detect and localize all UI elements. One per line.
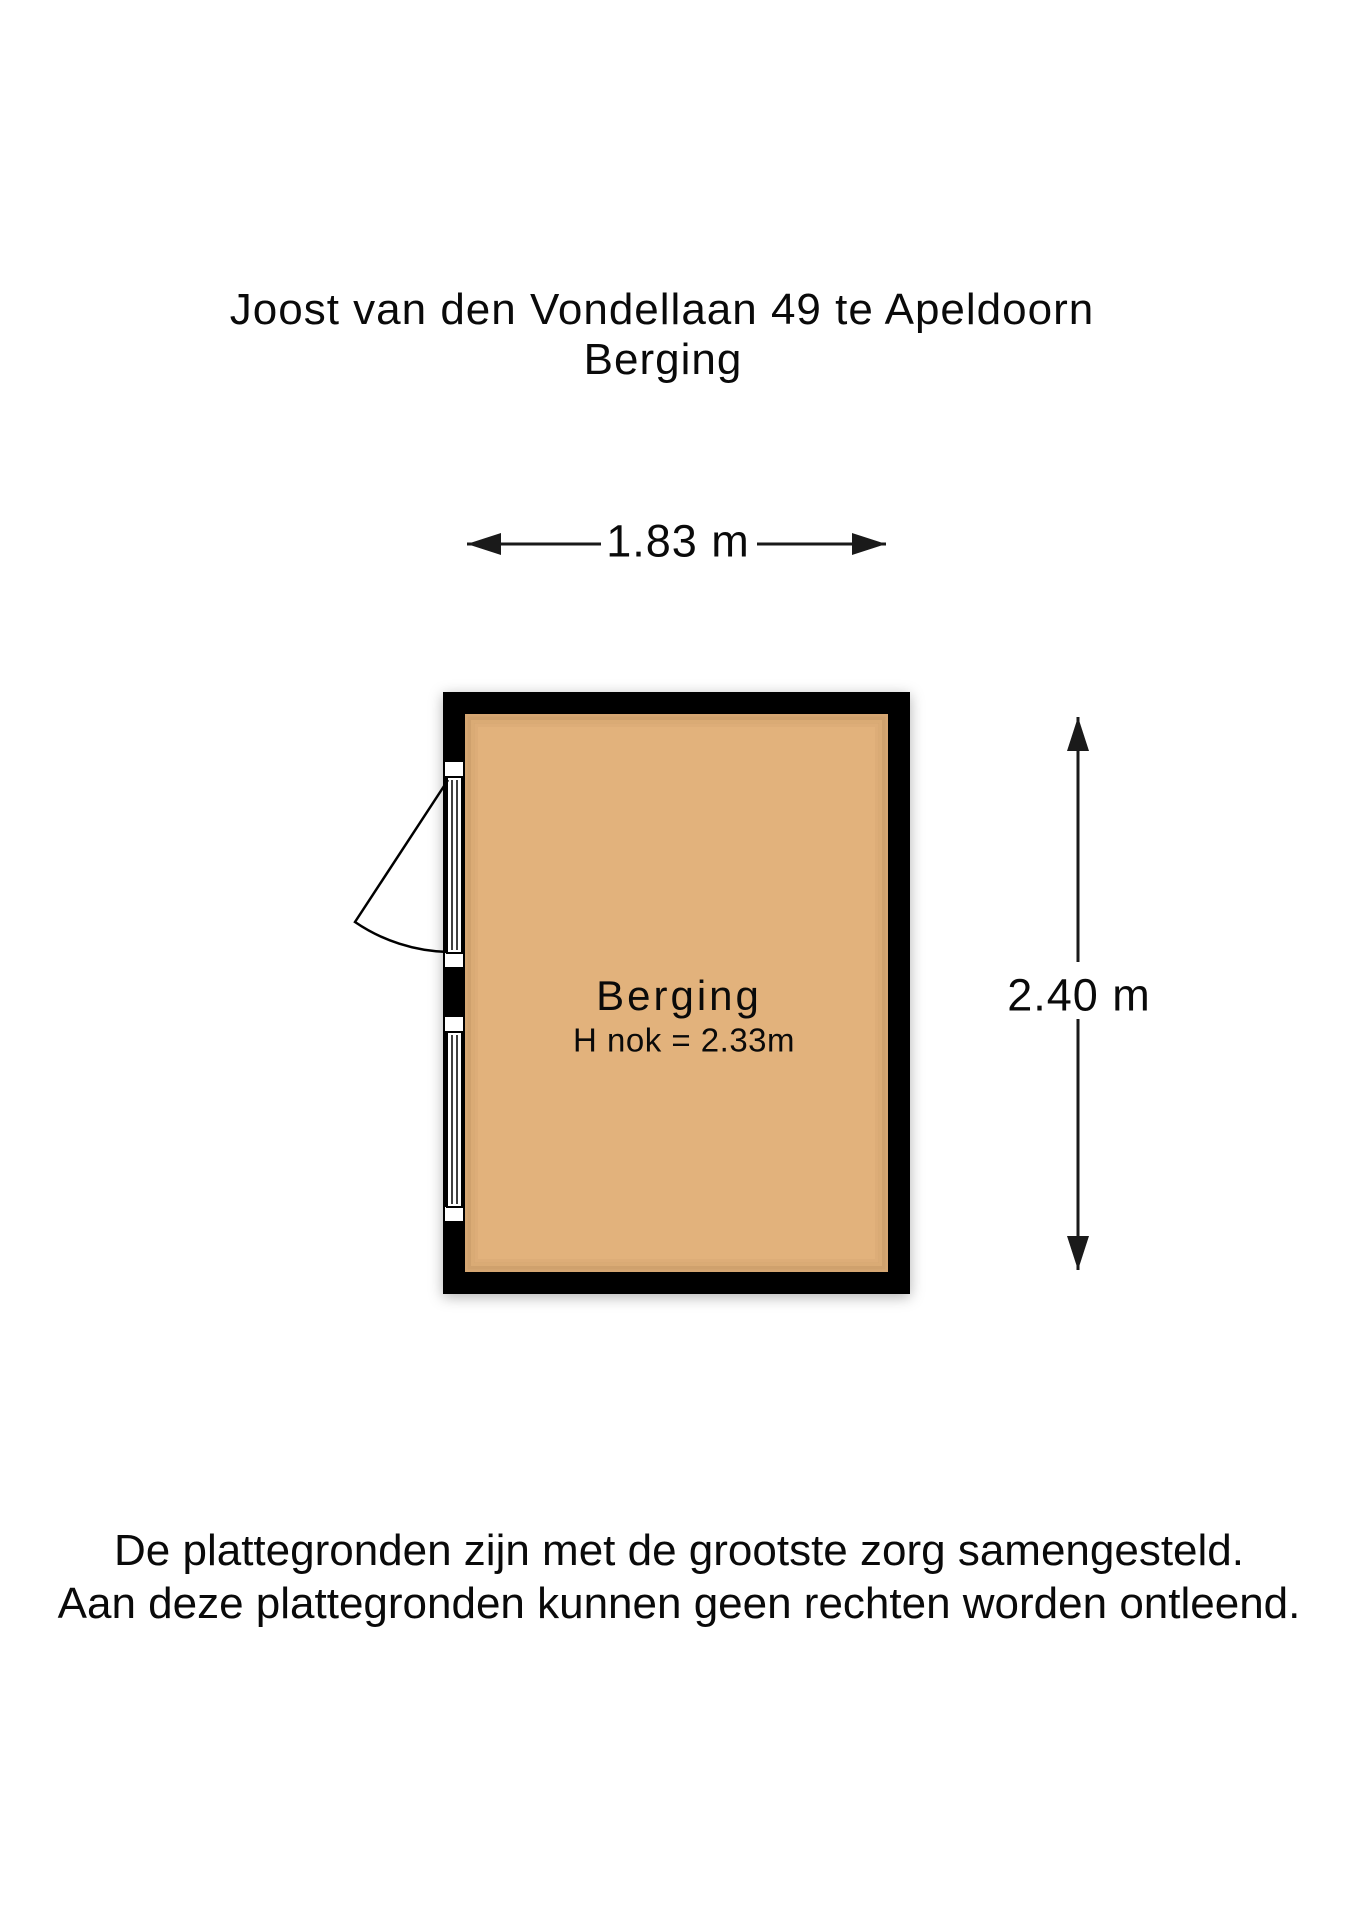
page-title-floor: Berging — [583, 335, 743, 384]
width-dimension-label: 1.83 m — [606, 515, 750, 567]
disclaimer-line-2: Aan deze plattegronden kunnen geen rechten worden ontleend. — [57, 1579, 1301, 1628]
window-glazing — [447, 1032, 462, 1207]
window — [444, 1016, 464, 1222]
height-dimension-label: 2.40 m — [1007, 969, 1151, 1021]
ridge-height-label: H nok = 2.33m — [572, 1021, 796, 1059]
window-jamb-top — [444, 1016, 464, 1032]
arrow-up-icon — [1067, 717, 1089, 751]
window-jamb-bottom — [444, 1206, 464, 1222]
arrow-right-icon — [852, 533, 886, 555]
room-name-label: Berging — [596, 972, 762, 1019]
page-title-address: Joost van den Vondellaan 49 te Apeldoorn — [229, 285, 1095, 334]
door-jamb-bottom — [444, 952, 464, 968]
disclaimer-line-1: De plattegronden zijn met de grootste zorg samengesteld. — [114, 1526, 1244, 1575]
door-jamb-top — [444, 761, 464, 777]
door — [355, 761, 464, 968]
arrow-down-icon — [1067, 1236, 1089, 1270]
door-swing-arc — [355, 780, 448, 952]
door-leaf — [447, 777, 462, 953]
arrow-left-icon — [467, 533, 501, 555]
